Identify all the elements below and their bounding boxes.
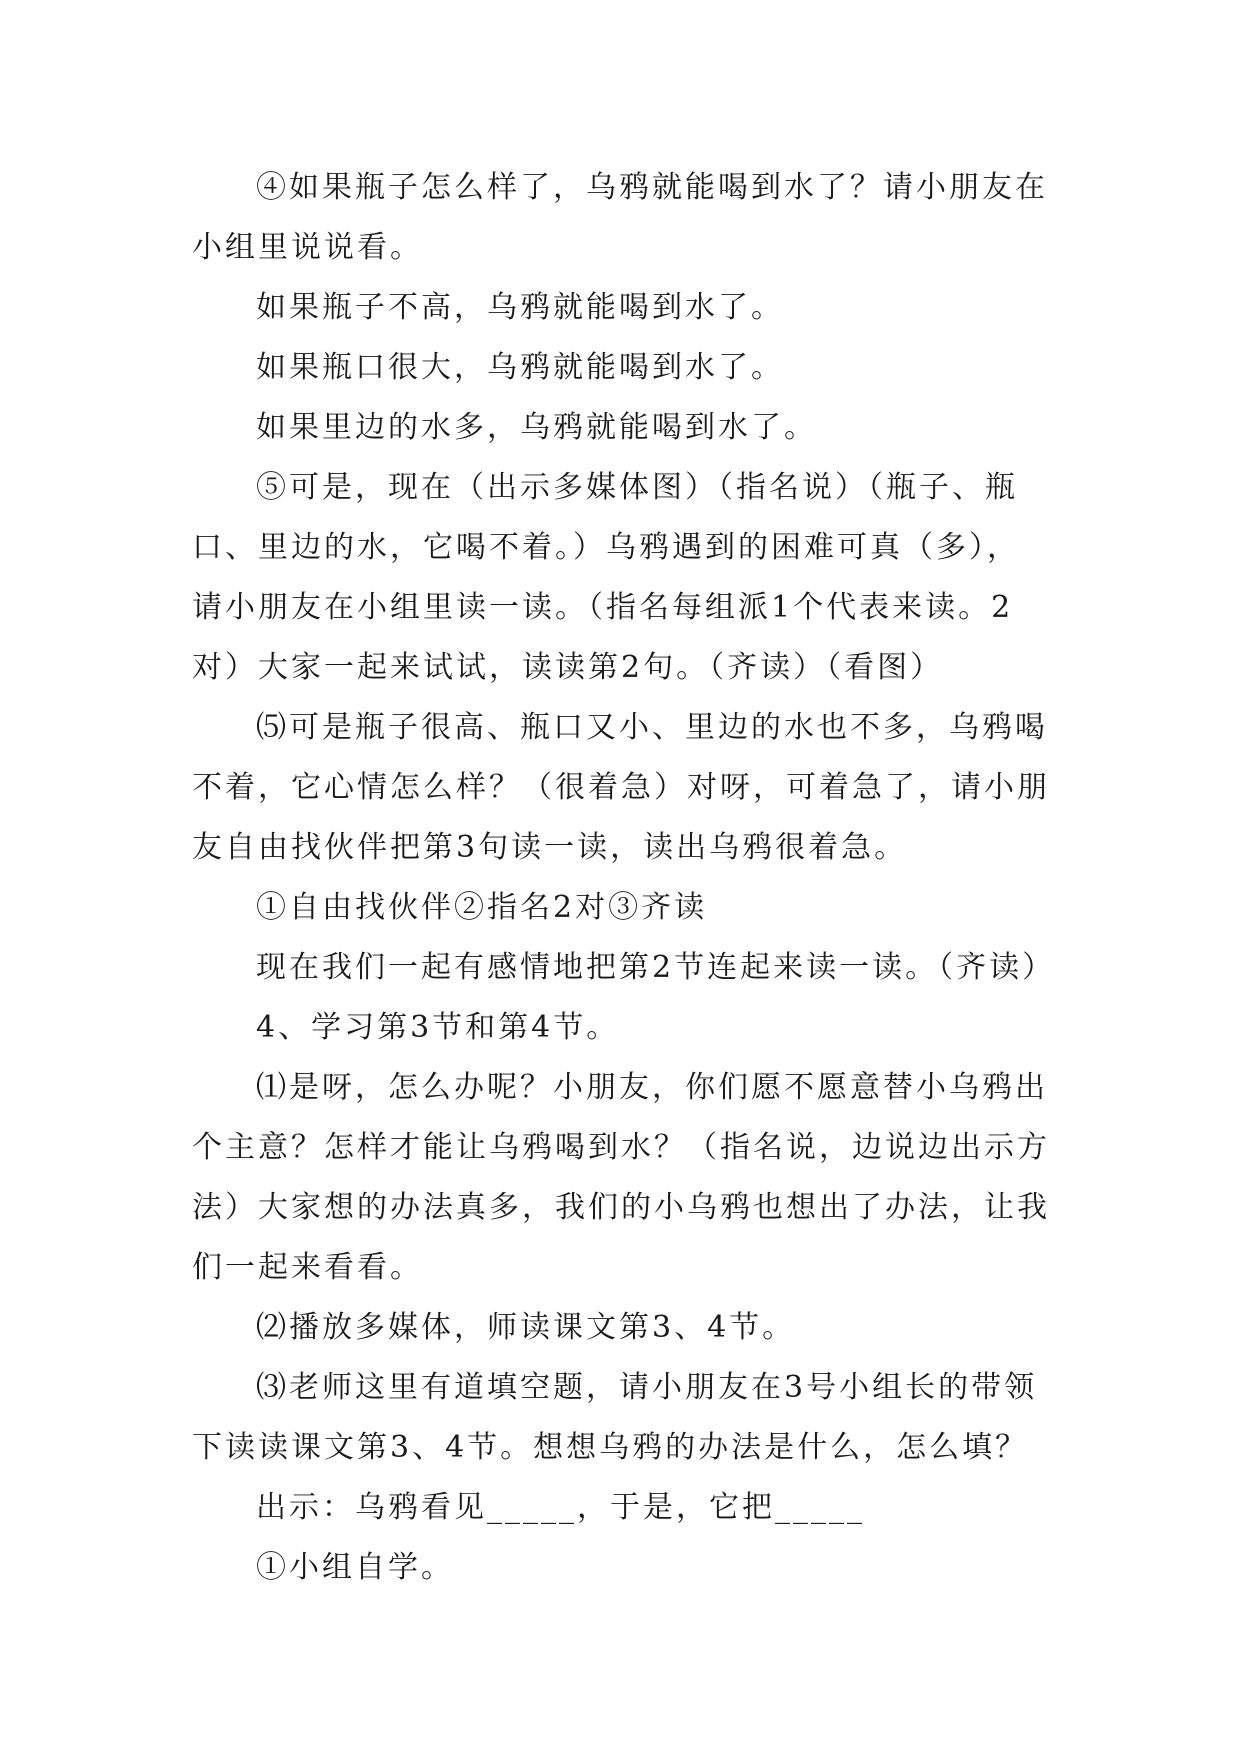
fill-in-blank: 出示：乌鸦看见_____，于是，它把_____ <box>256 1490 865 1525</box>
paragraph: 如果瓶口很大，乌鸦就能喝到水了。 <box>256 350 784 385</box>
paragraph: ①自由找伙伴②指名2对③齐读 <box>256 890 708 925</box>
paragraph: ⑤可是，现在（出示多媒体图）（指名说）（瓶子、瓶口、里边的水，它喝不着。）乌鸦遇到的困难可真（多），请小朋友在小组里读一读。（指名每组派1个代表来读。2对）大家一起来试试，读读第2句。（齐读）（看图） <box>192 470 1020 685</box>
paragraph: 如果里边的水多，乌鸦就能喝到水了。 <box>256 410 817 445</box>
paragraph: ⑸可是瓶子很高、瓶口又小、里边的水也不多，乌鸦喝不着，它心情怎么样？（很着急）对呀，可着急了，请小朋友自由找伙伴把第3句读一读，读出乌鸦很着急。 <box>192 710 1050 865</box>
body-text <box>192 158 1056 1598</box>
paragraph: 如果瓶子不高，乌鸦就能喝到水了。 <box>256 290 784 325</box>
paragraph: ⑴是呀，怎么办呢？小朋友，你们愿不愿意替小乌鸦出个主意？怎样才能让乌鸦喝到水？（指名说，边说边出示方法）大家想的办法真多，我们的小乌鸦也想出了办法，让我们一起来看看。 <box>192 1070 1050 1285</box>
paragraph: ⑵播放多媒体，师读课文第3、4节。 <box>256 1310 796 1345</box>
paragraph: ①小组自学。 <box>256 1550 454 1585</box>
paragraph: ④如果瓶子怎么样了，乌鸦就能喝到水了？请小朋友在小组里说说看。 <box>192 170 1048 265</box>
paragraph: 现在我们一起有感情地把第2节连起来读一读。（齐读） <box>256 950 1056 985</box>
section-heading: 4、学习第3节和第4节。 <box>256 1010 620 1045</box>
paragraph: ⑶老师这里有道填空题，请小朋友在3号小组长的带领下读读课文第3、4节。想想乌鸦的办法是什么，怎么填？ <box>192 1370 1038 1465</box>
